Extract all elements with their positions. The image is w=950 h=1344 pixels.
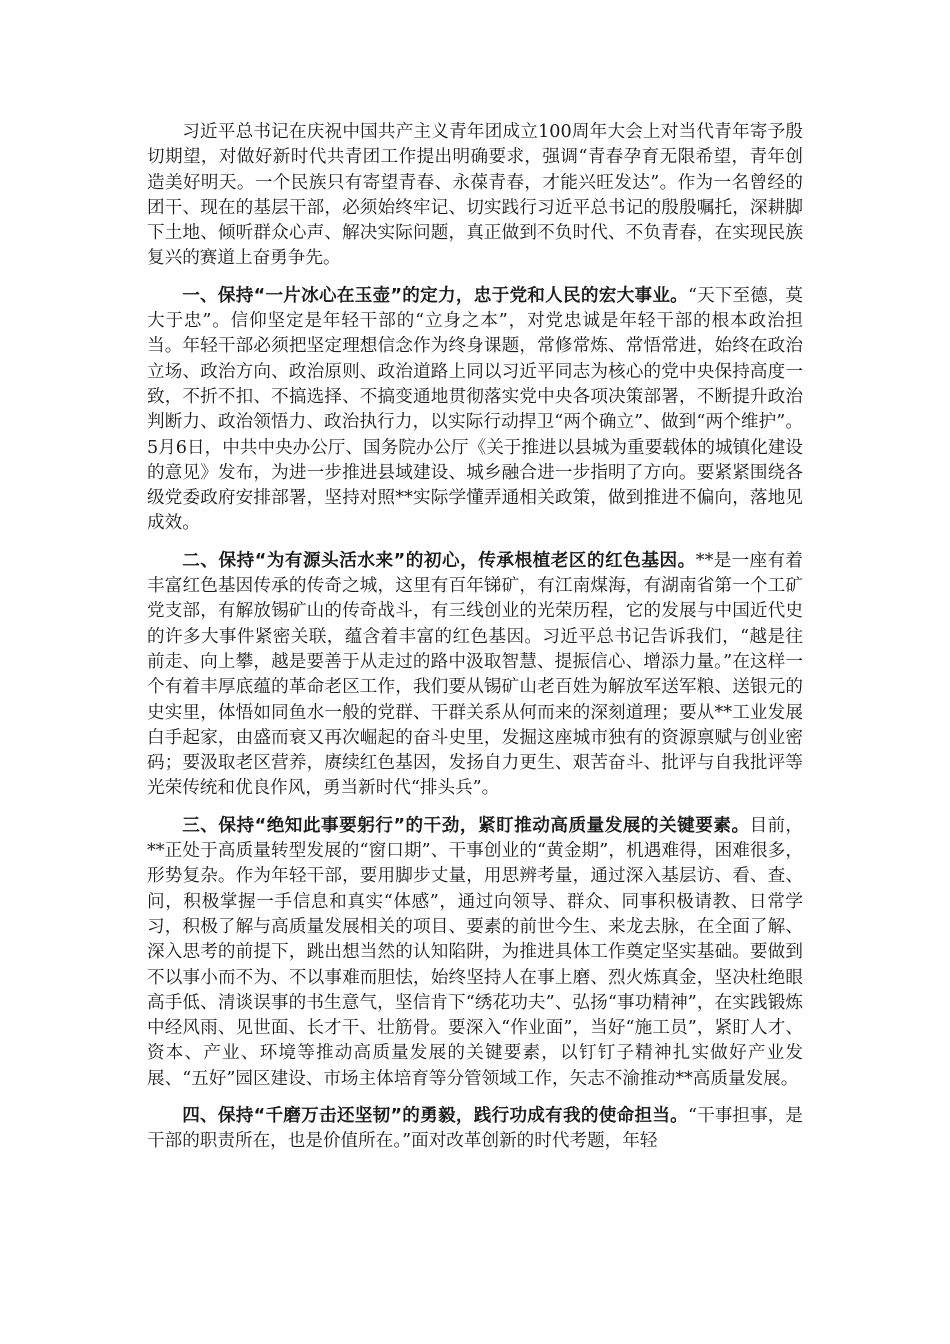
section-paragraph-1 <box>147 284 803 537</box>
section-body-1: “天下至德，莫大于忠”。信仰坚定是年轻干部的“立身之本”，对党忠诚是年轻干部的根本政治担当。年轻干部必须把坚定理想信念作为终身课题，常修常炼、常悟常进，始终在政治立场、政治方向、政治原则、政治道路上同以习近平同志为核心的党中央保持高度一致，不折不扣、不搞选择、不搞变通地贯彻落实党中央各项决策部署，不断提升政治判断力、政治领悟力、政治执行力，以实际行动捍卫“两个确立”、做到“两个维护”。5月6日，中共中央办公厅、国务院办公厅《关于推进以县城为重要载体的城镇化建设的意见》发布，为进一步推进县域建设、城乡融合进一步指明了方向。要紧紧围绕各级党委政府安排部署，坚持对照**实际学懂弄通相关政策，做到推进不偏向，落地见成效。 <box>147 285 803 534</box>
section-heading-2: 二、保持“为有源头活水来”的初心，传承根植老区的红色基因。 <box>182 550 696 571</box>
section-heading-4: 四、保持“千磨万击还坚韧”的勇毅，践行功成有我的使命担当。 <box>182 1105 689 1126</box>
section-body-2: **是一座有着丰富红色基因传承的传奇之城，这里有百年锑矿，有江南煤海，有湖南省第一个工矿党支部，有解放锡矿山的传奇战斗，有三线创业的光荣历程，它的发展与中国近代史的许多大事件紧密关联，蕴含着丰富的红色基因。习近平总书记告诉我们，“越是往前走、向上攀，越是要善于从走过的路中汲取智慧、提振信心、增添力量。”在这样一个有着丰厚底蕴的革命老区工作，我们要从锡矿山老百姓为解放军送军粮、送银元的史实里，体悟如同鱼水一般的党群、干群关系从何而来的深刻道理；要从**工业发展白手起家，由盛而衰又再次崛起的奋斗史里，发掘这座城市独有的资源禀赋与创业密码；要汲取老区营养，赓续红色基因，发扬自力更生、艰苦奋斗、批评与自我批评等光荣传统和优良作风，勇当新时代“排头兵”。 <box>147 550 803 799</box>
section-body-4: “干事担事，是干部的职责所在，也是价值所在。”面对改革创新的时代考题，年轻 <box>147 1105 803 1152</box>
document-page <box>147 120 803 1167</box>
section-paragraph-2 <box>147 549 803 802</box>
section-body-3: 目前，**正处于高质量转型发展的“窗口期”、干事创业的“黄金期”，机遇难得，困难很多，形势复杂。作为年轻干部，要用脚步丈量，用思辨考量，通过深入基层访、看、查、问，积极掌握一手信息和真实“体感”，通过向领导、群众、同事积极请教、日常学习，积极了解与高质量发展相关的项目、要素的前世今生、来龙去脉，在全面了解、深入思考的前提下，跳出想当然的认知陷阱，为推进具体工作奠定坚实基础。要做到不以事小而不为、不以事难而胆怯，始终坚持人在事上磨、烈火炼真金，坚决杜绝眼高手低、清谈误事的书生意气，坚信肯下“绣花功夫”、弘扬“事功精神”，在实践锻炼中经风雨、见世面、长才干、壮筋骨。要深入“作业面”，当好“施工员”，紧盯人才、资本、产业、环境等推动高质量发展的关键要素，以钉钉子精神扎实做好产业发展、“五好”园区建设、市场主体培育等分管领域工作，矢志不渝推动**高质量发展。 <box>147 815 803 1089</box>
section-paragraph-4 <box>147 1104 803 1155</box>
intro-paragraph: 习近平总书记在庆祝中国共产主义青年团成立100周年大会上对当代青年寄予殷切期望，对做好新时代共青团工作提出明确要求，强调“青春孕育无限希望，青年创造美好明天。一个民族只有寄望青春、永葆青春，才能兴旺发达”。作为一名曾经的团干、现在的基层干部，必须始终牢记、切实践行习近平总书记的殷殷嘱托，深耕脚下土地、倾听群众心声、解决实际问题，真正做到不负时代、不负青春，在实现民族复兴的赛道上奋勇争先。 <box>147 122 803 269</box>
section-paragraph-3 <box>147 814 803 1092</box>
section-heading-3: 三、保持“绝知此事要躬行”的干劲，紧盯推动高质量发展的关键要素。 <box>182 815 750 836</box>
section-heading-1: 一、保持“一片冰心在玉壶”的定力，忠于党和人民的宏大事业。 <box>182 285 689 306</box>
